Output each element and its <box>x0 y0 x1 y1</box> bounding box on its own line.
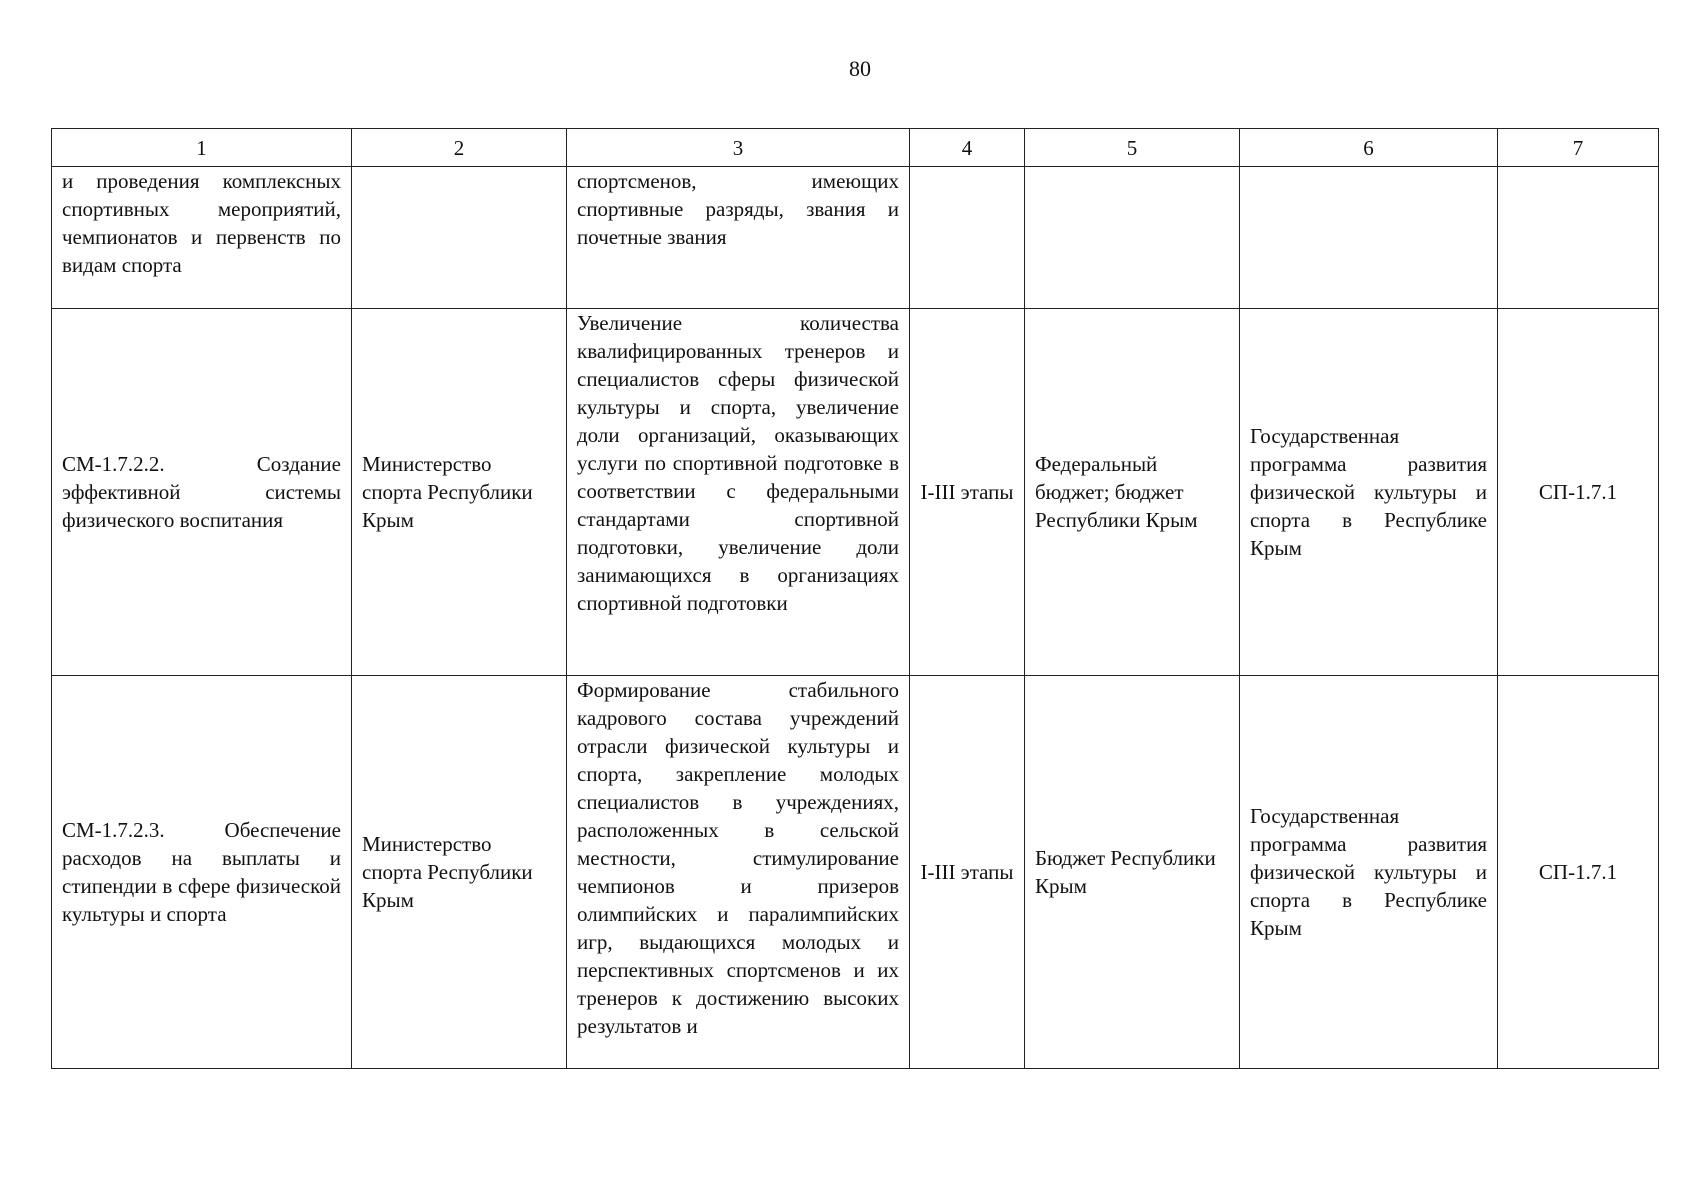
measure-name-cell: СМ-1.7.2.2. Создание эффективной системы физического воспитания <box>52 309 352 676</box>
funding-source-cell: Федеральный бюджет; бюджет Республики Крым <box>1025 309 1240 676</box>
measure-name-cell: и проведения комплексных спортивных мероприятий, чемпионатов и первенств по видам спорта <box>52 167 352 309</box>
period-cell <box>910 167 1025 309</box>
executor-cell: Министерство спорта Республики Крым <box>352 676 567 1069</box>
funding-source-cell: Бюджет Республики Крым <box>1025 676 1240 1069</box>
indicator-code-cell <box>1498 167 1659 309</box>
page-number: 80 <box>849 56 871 81</box>
table-row <box>52 309 1659 676</box>
result-cell: Увеличение количества квалифицированных тренеров и специалистов сферы физической культуры и спорта, увеличение доли организаций, оказывающих услуги по спортивной подготовке в соответствии с федеральными стандартами спортивной подготовки, увеличение доли занимающихся в организациях спортивной подготовки <box>567 309 910 676</box>
column-header: 2 <box>352 129 567 167</box>
column-header: 3 <box>567 129 910 167</box>
program-cell: Государственная программа развития физической культуры и спорта в Республике Крым <box>1240 676 1498 1069</box>
indicator-code-cell: СП-1.7.1 <box>1498 676 1659 1069</box>
program-cell <box>1240 167 1498 309</box>
executor-cell: Министерство спорта Республики Крым <box>352 309 567 676</box>
column-header: 6 <box>1240 129 1498 167</box>
header-row <box>52 129 1659 167</box>
column-header: 7 <box>1498 129 1659 167</box>
result-cell: спортсменов, имеющих спортивные разряды, звания и почетные звания <box>567 167 910 309</box>
result-cell: Формирование стабильного кадрового состава учреждений отрасли физической культуры и спорта, закрепление молодых специалистов в учреждениях, расположенных в сельской местности, стимулирование чемпионов и призеров олимпийских и паралимпийских игр, выдающихся молодых и перспективных спортсменов и их тренеров к достижению высоких результатов и <box>567 676 910 1069</box>
executor-cell <box>352 167 567 309</box>
table-row <box>52 167 1659 309</box>
column-header: 1 <box>52 129 352 167</box>
measure-name-cell: СМ-1.7.2.3. Обеспечение расходов на выплаты и стипендии в сфере физической культуры и спорта <box>52 676 352 1069</box>
period-cell: I-III этапы <box>910 309 1025 676</box>
table-row <box>52 676 1659 1069</box>
period-cell: I-III этапы <box>910 676 1025 1069</box>
funding-source-cell <box>1025 167 1240 309</box>
column-header: 5 <box>1025 129 1240 167</box>
indicator-code-cell: СП-1.7.1 <box>1498 309 1659 676</box>
program-cell: Государственная программа развития физической культуры и спорта в Республике Крым <box>1240 309 1498 676</box>
measures-table <box>51 128 1659 1069</box>
column-header: 4 <box>910 129 1025 167</box>
